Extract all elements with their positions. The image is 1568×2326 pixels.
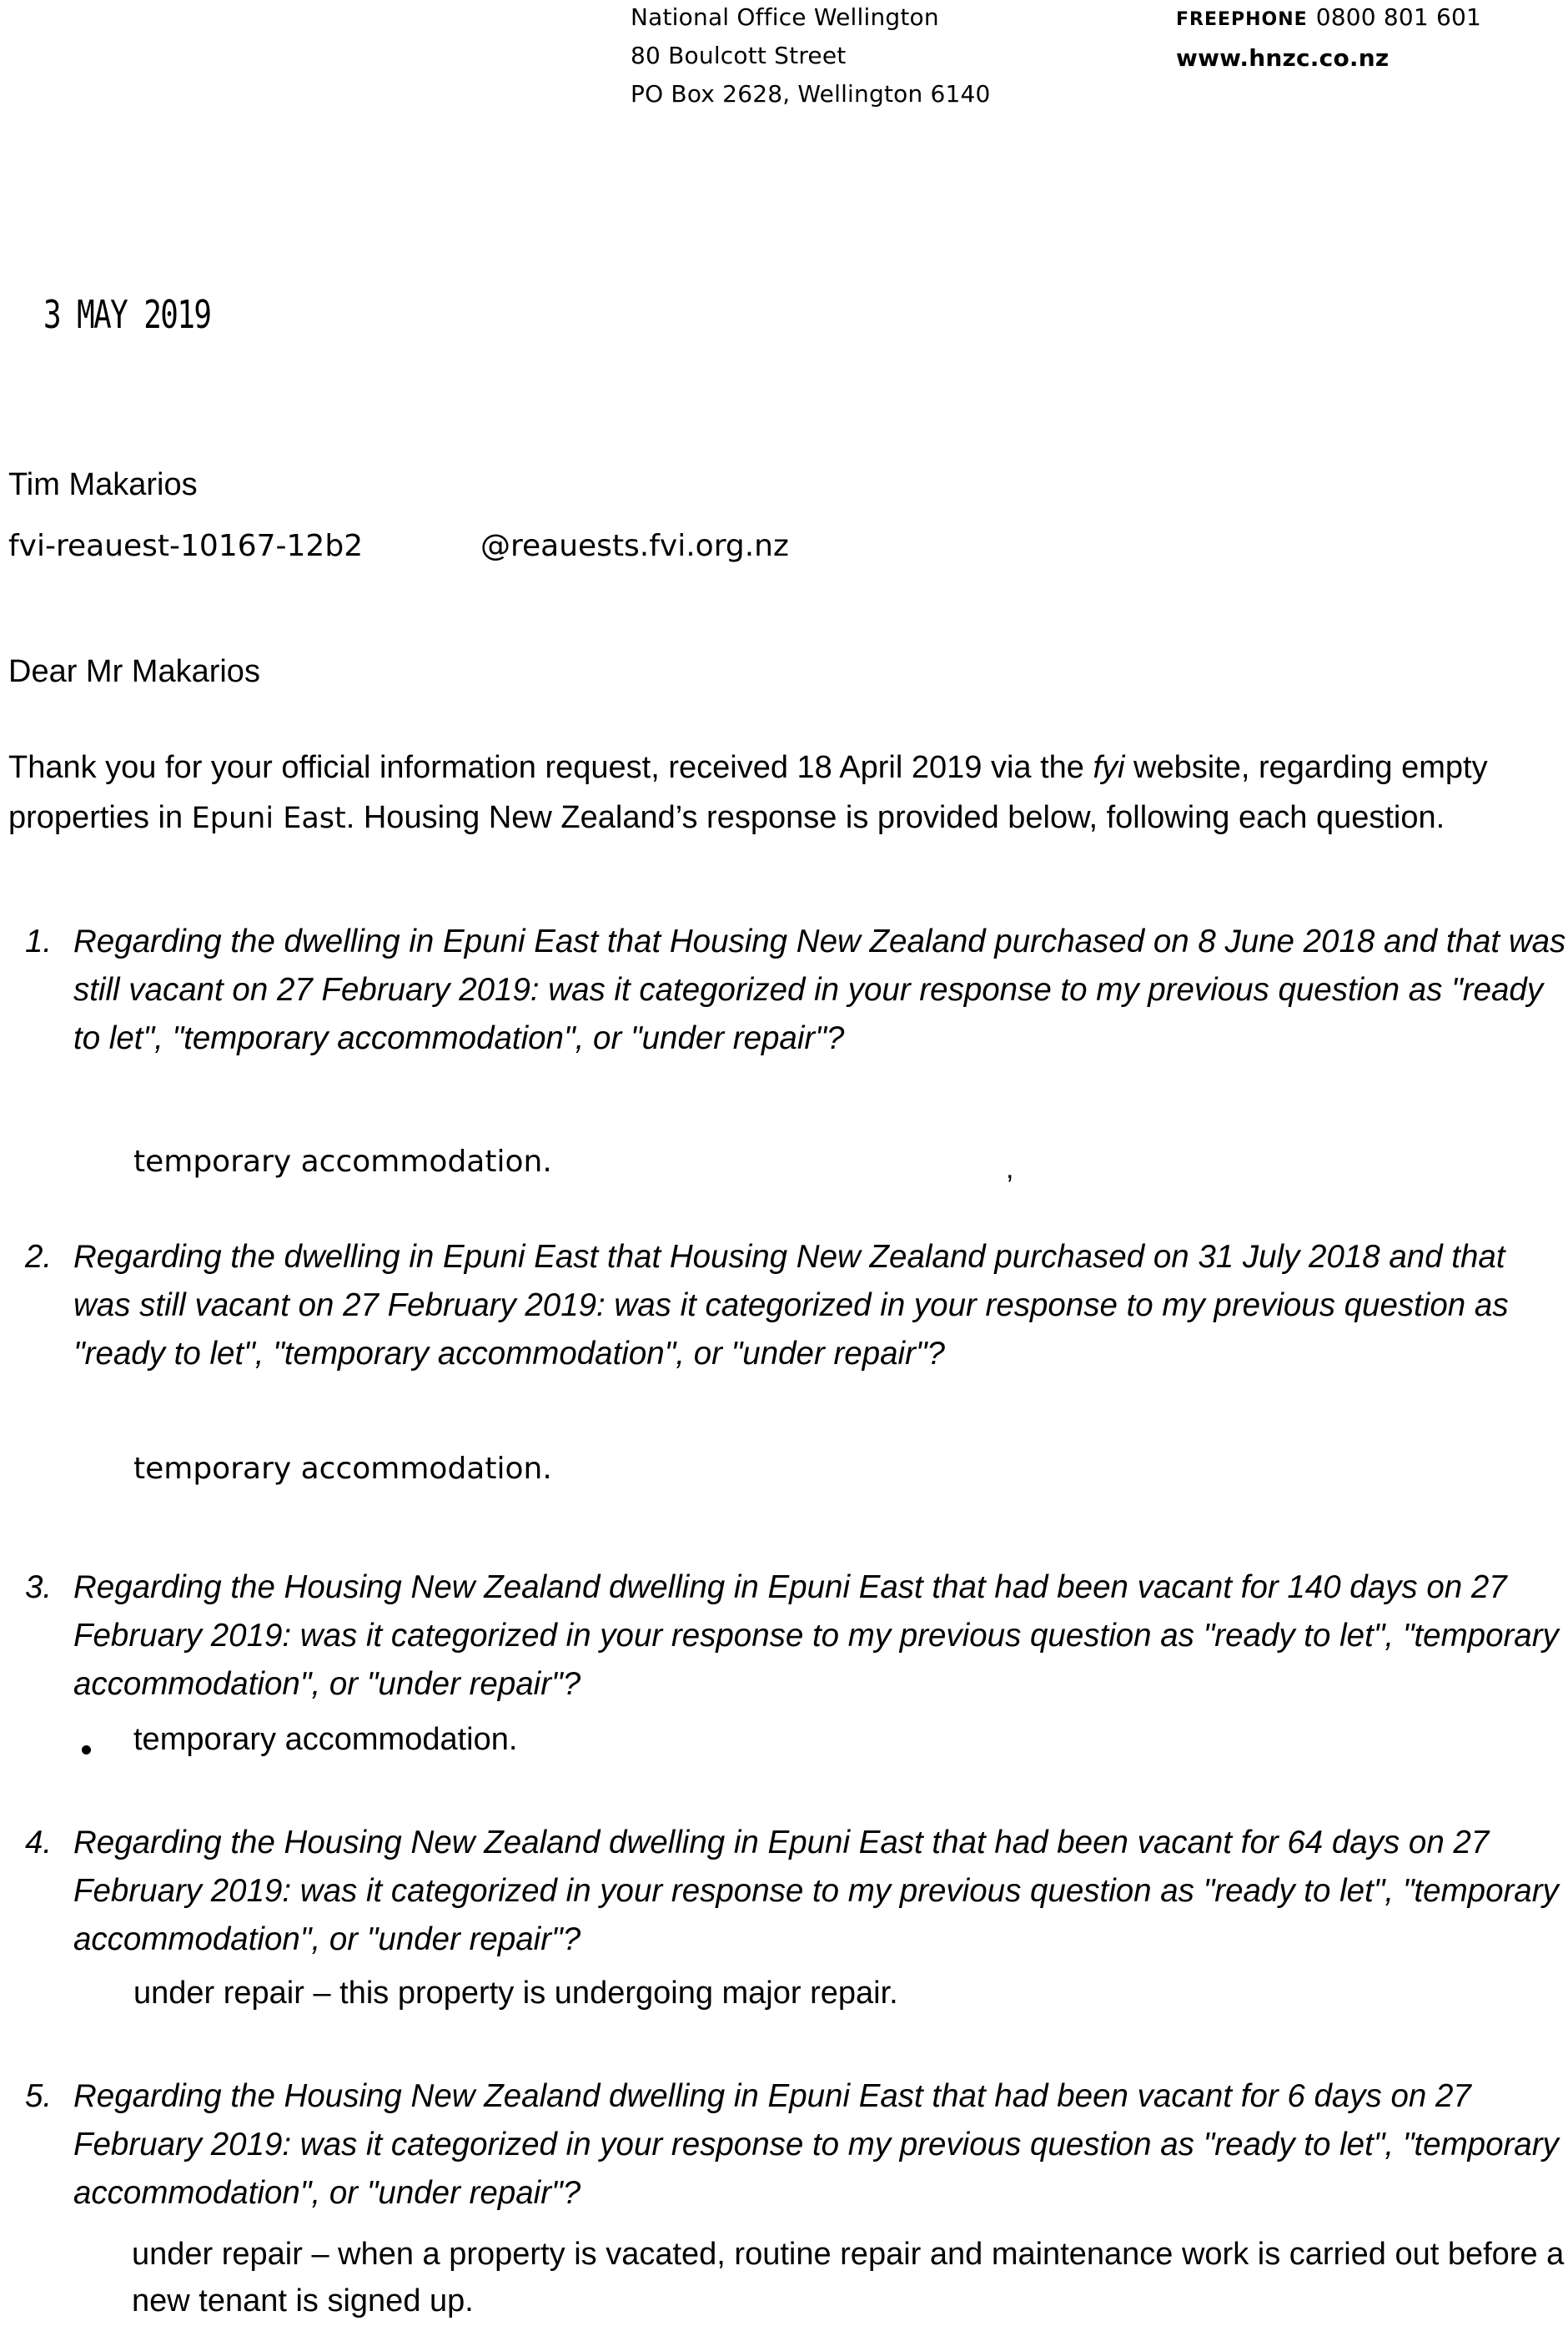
question-number: 1. <box>25 924 53 959</box>
answer-4: under repair – this property is undergoing major repair. <box>133 1976 898 2011</box>
addressee-email-part1[interactable]: fvi-reauest-10167-12b2 <box>8 529 364 563</box>
answer-3: temporary accommodation. <box>133 1722 518 1757</box>
question-number: 5. <box>25 2078 53 2114</box>
question-1 <box>25 918 1566 1063</box>
freephone-label: FREEPHONE <box>1176 9 1308 30</box>
question-2 <box>25 1233 1566 1378</box>
question-number: 3. <box>25 1569 53 1605</box>
answer-5: under repair – when a property is vacated, routine repair and maintenance work is carried out before a new tenant is signed up. <box>132 2237 1565 2318</box>
question-text: Regarding the dwelling in Epuni East that Housing New Zealand purchased on 8 June 2018 and that was still vacant on 27 February 2019: was it categorized in your response to my previous question as "ready to let", "temporary accommodation", or "under repair"? <box>73 924 1566 1056</box>
freephone-number: 0800 801 601 <box>1315 3 1482 31</box>
bullet-icon <box>82 1745 91 1755</box>
question-text: Regarding the Housing New Zealand dwelling in Epuni East that had been vacant for 64 days on 27 February 2019: was it categorized in your response to my previous question as "ready to let", "temporary accommodation", or "under repair"? <box>73 1825 1559 1957</box>
intro-part2: website, regarding empty properties in <box>8 750 1488 835</box>
intro-part3: . Housing New Zealand’s response is provided below, following each question. <box>345 800 1445 835</box>
website-link[interactable]: www.hnzc.co.nz <box>1176 44 1390 72</box>
street-address: 80 Boulcott Street <box>631 42 847 69</box>
letterhead-address <box>631 0 991 113</box>
question-text: Regarding the Housing New Zealand dwelling in Epuni East that had been vacant for 6 days on 27 February 2019: was it categorized in your response to my previous question as "ready to let", "temporary accommodation", or "under repair"? <box>73 2078 1559 2211</box>
question-5 <box>25 2072 1566 2218</box>
question-number: 2. <box>25 1239 53 1275</box>
fyi-word: fyi <box>1093 750 1125 785</box>
intro-paragraph <box>8 743 1568 843</box>
answer-2: temporary accommodation. <box>133 1452 552 1486</box>
addressee-email-part2[interactable]: @reauests.fvi.org.nz <box>480 529 789 563</box>
question-number: 4. <box>25 1825 53 1860</box>
salutation: Dear Mr Makarios <box>8 654 260 689</box>
intro-part1: Thank you for your official information request, received 18 April 2019 via the <box>8 750 1093 785</box>
letterhead-contact <box>1176 0 1481 78</box>
po-box: PO Box 2628, Wellington 6140 <box>631 80 991 108</box>
epuni-east-text: Epuni East <box>191 802 346 835</box>
office-name: National Office Wellington <box>631 3 939 31</box>
stray-mark: , <box>1006 1153 1014 1185</box>
freephone-line <box>1176 0 1481 39</box>
date-stamp: 3 MAY 2019 <box>43 292 211 337</box>
question-4 <box>25 1819 1566 1964</box>
question-text: Regarding the Housing New Zealand dwelling in Epuni East that had been vacant for 140 days on 27 February 2019: was it categorized in your response to my previous question as "ready to let", "temporary accommodation", or "under repair"? <box>73 1569 1559 1702</box>
addressee-name: Tim Makarios <box>8 467 198 502</box>
question-3 <box>25 1563 1566 1709</box>
question-text: Regarding the dwelling in Epuni East that Housing New Zealand purchased on 31 July 2018 and that was still vacant on 27 February 2019: was it categorized in your response to my previous question as "ready to let", "temporary accommodation", or "under repair"? <box>73 1239 1509 1372</box>
answer-1: temporary accommodation. <box>133 1145 552 1179</box>
